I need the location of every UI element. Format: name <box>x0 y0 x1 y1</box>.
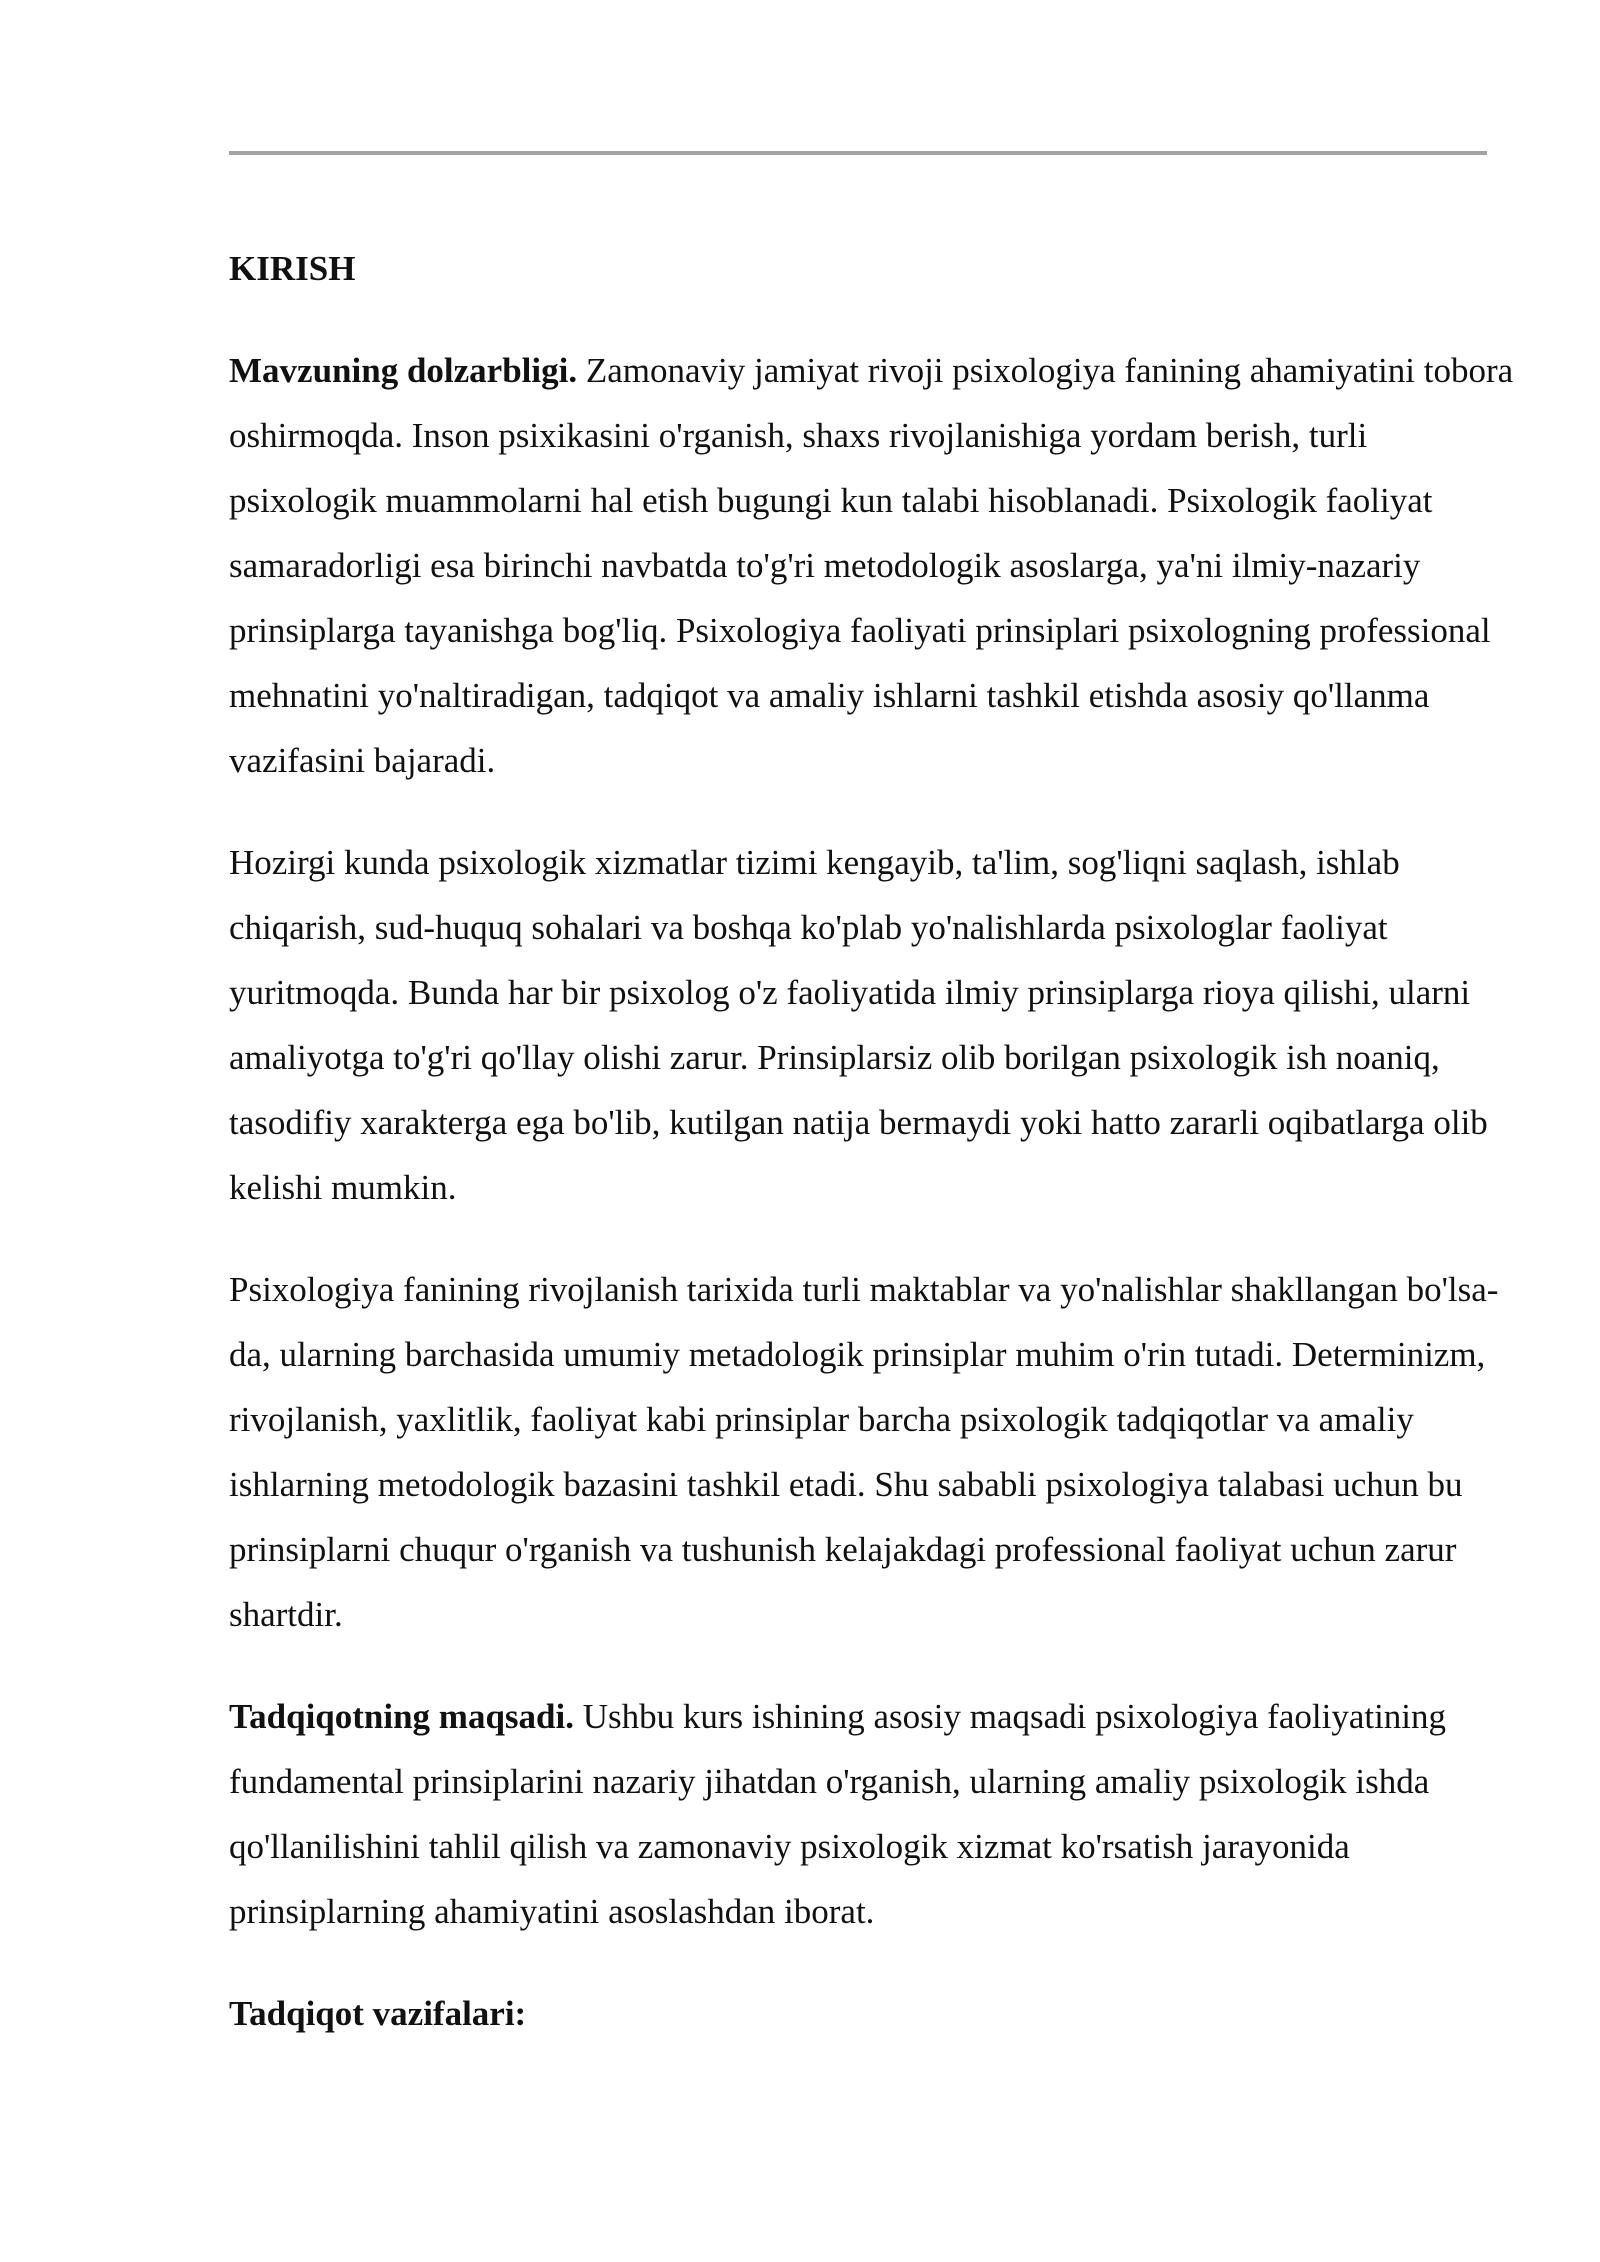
paragraph-text: Ushbu kurs ishining asosiy maqsadi psixologiya faoliyatining fundamental prinsiplarini nazariy jihatdan o'rganish, ularning amaliy psixologik ishda qo'llanilishini tahlil qilish va zamonaviy psixologik xizmat ko'rsatish jarayonida prinsiplarning ahamiyatini asoslashdan iborat. <box>229 1697 1447 1931</box>
document-body <box>229 236 1519 2083</box>
paragraph-history: Psixologiya fanining rivojlanish tarixida turli maktablar va yo'nalishlar shakllangan bo'lsa-da, ularning barchasida umumiy metadologik prinsiplar muhim o'rin tutadi. Determinizm, rivojlanish, yaxlitlik, faoliyat kabi prinsiplar barcha psixologik tadqiqotlar va amaliy ishlarning metodologik bazasini tashkil etadi. Shu sababli psixologiya talabasi uchun bu prinsiplarni chuqur o'rganish va tushunish kelajakdagi professional faoliyat uchun zarur shartdir. <box>229 1270 1499 1634</box>
paragraph-lead: Mavzuning dolzarbligi. <box>229 351 578 390</box>
paragraph-lead: Tadqiqotning maqsadi. <box>229 1697 574 1736</box>
section-heading: KIRISH <box>229 249 356 288</box>
paragraph-services: Hozirgi kunda psixologik xizmatlar tizimi kengayib, ta'lim, sog'liqni saqlash, ishlab chiqarish, sud-huquq sohalari va boshqa ko'plab yo'nalishlarda psixologlar faoliyat yuritmoqda. Bunda har bir psixolog o'z faoliyatida ilmiy prinsiplarga rioya qilishi, ularni amaliyotga to'g'ri qo'llay olishi zarur. Prinsiplarsiz olib borilgan psixologik ish noaniq, tasodifiy xarakterga ega bo'lib, kutilgan natija bermaydi yoki hatto zararli oqibatlarga olib kelishi mumkin. <box>229 843 1488 1207</box>
tasks-heading: Tadqiqot vazifalari: <box>229 1994 527 2033</box>
paragraph-goal <box>229 1684 1519 1944</box>
paragraph-text: Zamonaviy jamiyat rivoji psixologiya fanining ahamiyatini tobora oshirmoqda. Inson psixikasini o'rganish, shaxs rivojlanishiga yordam berish, turli psixologik muammolarni hal etish bugungi kun talabi hisoblanadi. Psixologik faoliyat samaradorligi esa birinchi navbatda to'g'ri metodologik asoslarga, ya'ni ilmiy-nazariy prinsiplarga tayanishga bog'liq. Psixologiya faoliyati prinsiplari psixologning professional mehnatini yo'naltiradigan, tadqiqot va amaliy ishlarni tashkil etishda asosiy qo'llanma vazifasini bajaradi. <box>229 351 1514 780</box>
paragraph-relevance <box>229 338 1519 793</box>
header-rule <box>229 151 1487 155</box>
